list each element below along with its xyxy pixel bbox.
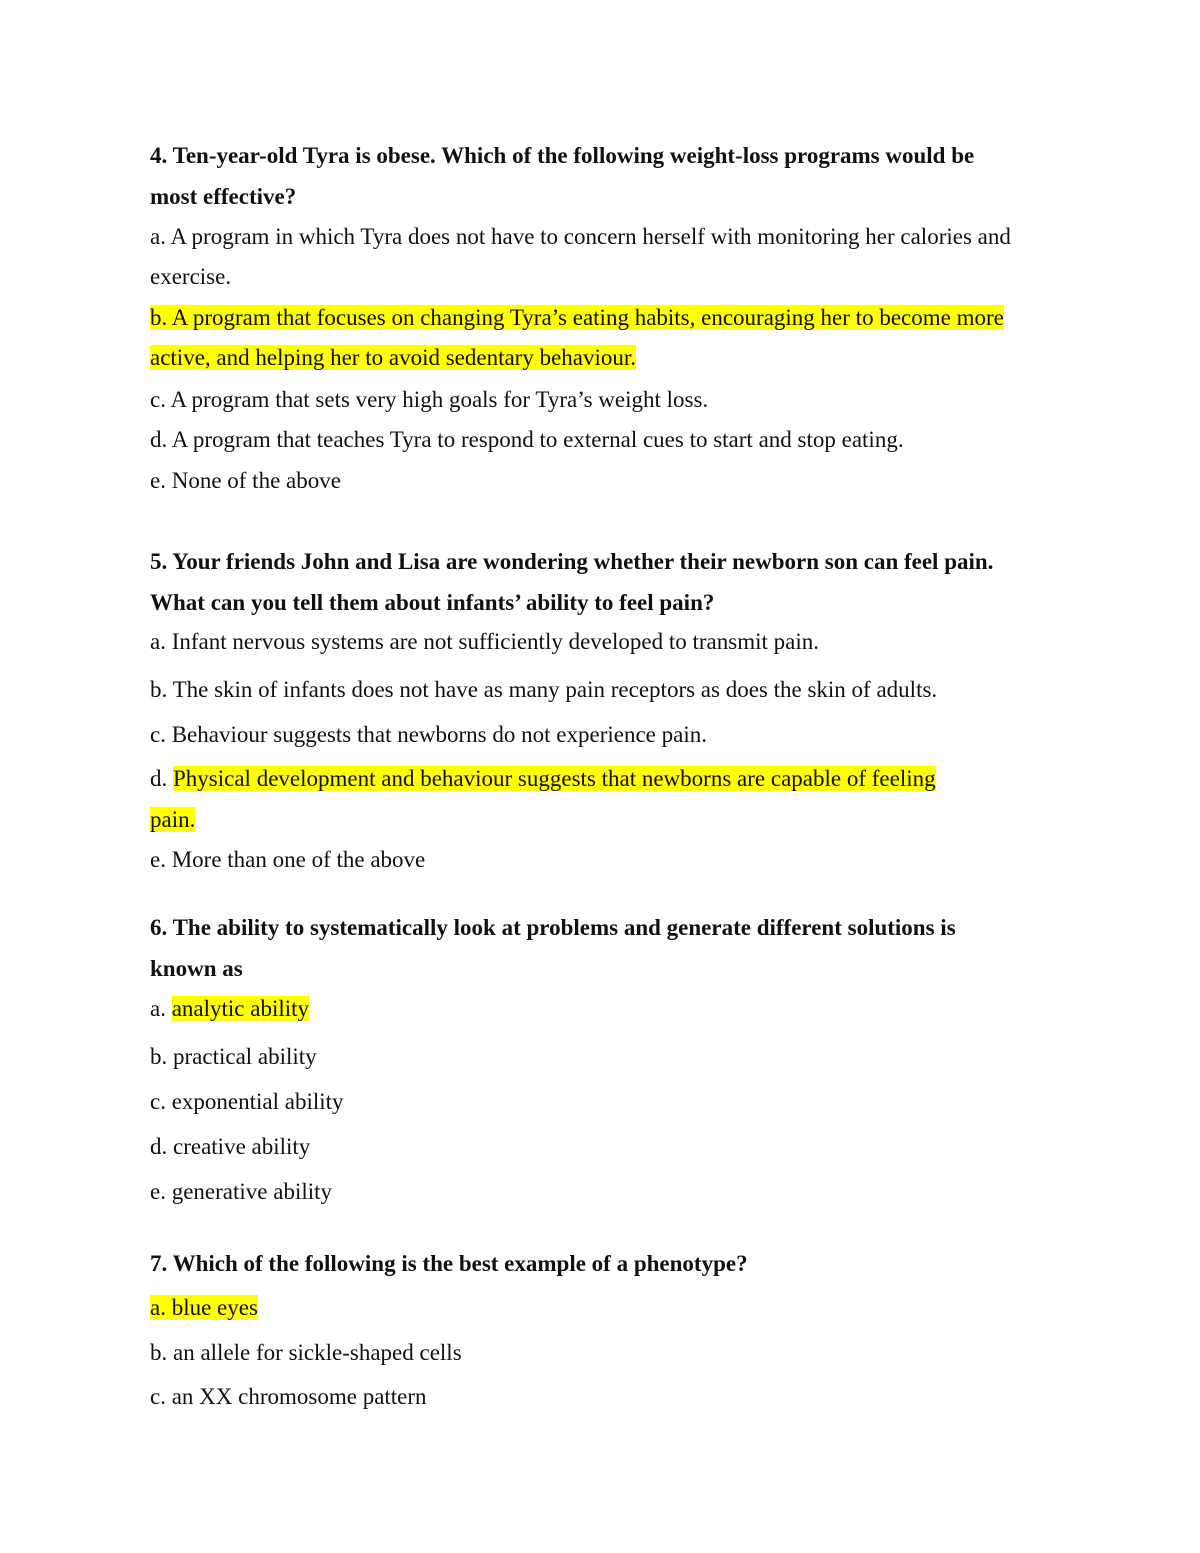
question-6-option-e: e. generative ability [150, 1179, 333, 1204]
question-4-option-a-line-1: a. A program in which Tyra does not have to concern herself with monitoring her calories and [150, 224, 1011, 249]
question-6-stem-line-2: known as [150, 956, 243, 981]
answer-highlight: Physical development and behaviour suggests that newborns are capable of feeling [173, 766, 936, 791]
answer-highlight: active, and helping her to avoid sedentary behaviour. [150, 345, 637, 370]
question-5-stem-line-2: What can you tell them about infants’ ability to feel pain? [150, 590, 715, 615]
question-7-option-b: b. an allele for sickle-shaped cells [150, 1340, 462, 1365]
question-5-option-a: a. Infant nervous systems are not sufficiently developed to transmit pain. [150, 629, 819, 654]
question-7-option-c: c. an XX chromosome pattern [150, 1384, 427, 1409]
question-6-option-c: c. exponential ability [150, 1089, 344, 1114]
question-5-option-d-line-1 [150, 764, 936, 794]
question-4-option-c: c. A program that sets very high goals for Tyra’s weight loss. [150, 387, 709, 412]
question-6-option-a [150, 994, 309, 1024]
question-5-stem-line-1: 5. Your friends John and Lisa are wondering whether their newborn son can feel pain. [150, 549, 994, 574]
question-4-option-d: d. A program that teaches Tyra to respond to external cues to start and stop eating. [150, 427, 904, 452]
question-6-stem-line-1: 6. The ability to systematically look at problems and generate different solutions is [150, 915, 956, 940]
question-4-stem-line-1: 4. Ten-year-old Tyra is obese. Which of the following weight-loss programs would be [150, 143, 975, 168]
option-prefix: a. [150, 996, 172, 1021]
question-7-option-a [150, 1293, 258, 1323]
answer-highlight: pain. [150, 807, 196, 832]
question-4-option-b-line-2 [150, 343, 636, 373]
question-4-stem-line-2: most effective? [150, 184, 297, 209]
question-7-stem: 7. Which of the following is the best example of a phenotype? [150, 1251, 748, 1276]
question-4-option-a-line-2: exercise. [150, 264, 232, 289]
question-5-option-d-line-2 [150, 805, 195, 835]
question-5-option-e: e. More than one of the above [150, 847, 426, 872]
question-6-option-d: d. creative ability [150, 1134, 311, 1159]
question-5-option-b: b. The skin of infants does not have as many pain receptors as does the skin of adults. [150, 677, 938, 702]
question-6-option-b: b. practical ability [150, 1044, 317, 1069]
answer-highlight: a. blue eyes [150, 1295, 258, 1320]
answer-highlight: b. A program that focuses on changing Tyra’s eating habits, encouraging her to become more [150, 305, 1004, 330]
question-5-option-c: c. Behaviour suggests that newborns do not experience pain. [150, 722, 707, 747]
option-prefix: d. [150, 766, 173, 791]
answer-highlight: analytic ability [171, 996, 310, 1021]
question-4-option-b-line-1 [150, 303, 1004, 333]
question-4-option-e: e. None of the above [150, 468, 341, 493]
